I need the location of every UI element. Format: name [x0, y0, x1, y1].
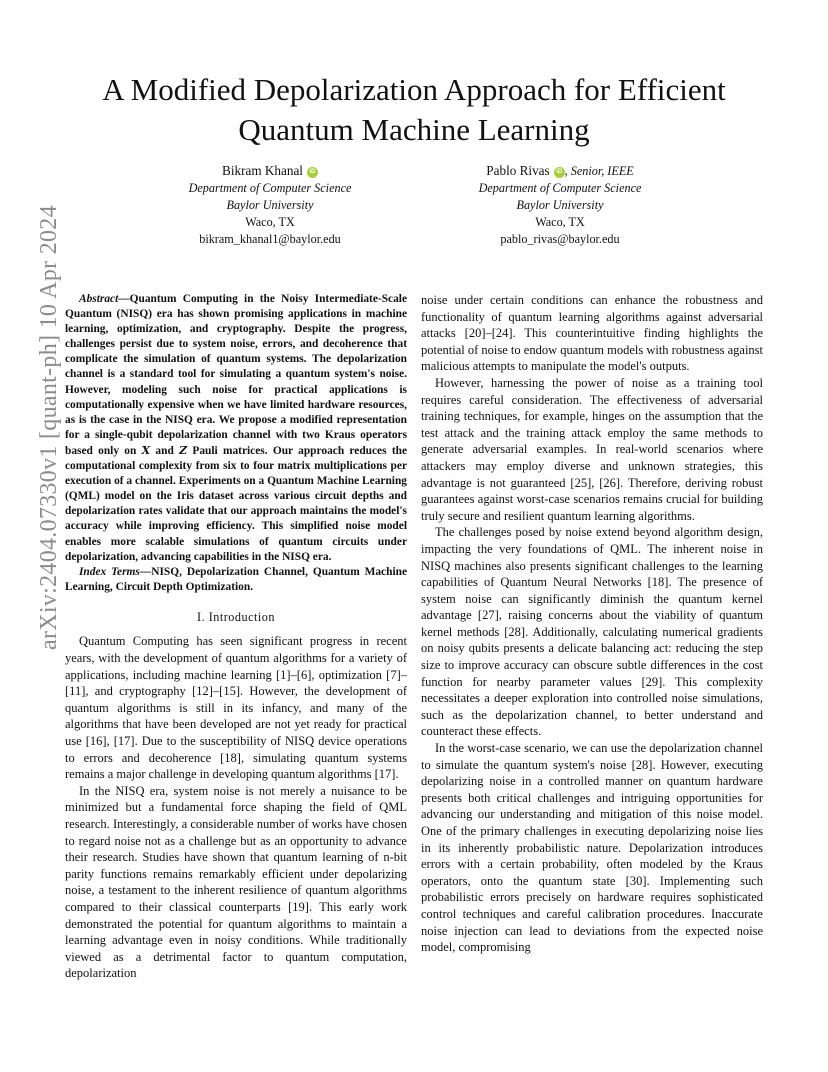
paragraph: In the worst-case scenario, we can use the depolarization channel to simulate the quantum system's noise [28]. However, executing depolarizing noise in a controlled manner on quantum hardware presents both critical challenges and intriguing opportunities for advancing our understanding and mitigation of this noise model. One of the primary challenges in executing depolarizing noise lies in its inherently probabilistic nature. Depolarization introduces errors with a certain probability, often modeled by the Kraus operators, onto the quantum state [30]. Implementing such probabilistic errors precisely on hardware requires sophisticated control techniques and careful calibration procedures. Inaccurate noise injection can lead to deviations from the expected noise model, compromising [421, 741, 763, 955]
author-suffix: , Senior, IEEE [564, 164, 634, 178]
title-line-1: A Modified Depolarization Approach for Efficient [102, 72, 726, 107]
abstract-text-b: Pauli matrices. Our approach reduces the computational complexity from six to four matrix multiplications per execution of a channel. Experiments on a Quantum Machine Learning (QML) model on the Iris dataset across various circuit depths and depolarization rates validate that our approach maintains the model's accuracy while improving efficiency. This simplified noise model enables more scalable simulations of quantum circuits under depolarization, advancing capabilities in the NISQ era. [65, 444, 408, 563]
author-name: Bikram Khanal [222, 163, 303, 178]
paragraph: In the NISQ era, system noise is not merely a nuisance to be minimized but a fundamental force shaping the field of QML research. Interestingly, a considerable number of works have chosen to regard noise not as a challenge but as an opportunity to advance their research. Studies have shown that quantum learning of n-bit parity functions remains remarkably efficient under depolarizing noise, a testament to the inherent resilience of quantum algorithms compared to their classical counterparts [19]. This early work demonstrated the potential for quantum algorithms to maintain a learning advantage even in noisy conditions. While traditionally viewed as a detrimental factor to quantum computation, depolarization [65, 783, 407, 981]
paper-title [0, 70, 828, 150]
orcid-icon[interactable]: iD [307, 167, 318, 178]
author-university: Baylor University [516, 198, 604, 212]
right-column [421, 292, 763, 956]
left-column [65, 292, 407, 982]
author-email[interactable]: bikram_khanal1@baylor.edu [199, 232, 341, 246]
author-block-2 [430, 162, 690, 248]
math-z: Z [179, 443, 188, 457]
author-block-1 [140, 162, 400, 248]
author-department: Department of Computer Science [188, 181, 352, 195]
paragraph: However, harnessing the power of noise as a training tool requires careful consideration. The effectiveness of adversarial training techniques, for example, hinges on the assumption that the test attack and the training attack employ the same methods to generate adversarial examples. In real-world scenarios where attackers may employ diverse and unknown strategies, this advantage is not guaranteed [25], [26]. Therefore, deriving robust guarantees against worst-case scenarios remains crucial for building truly secure and resilient quantum learning algorithms. [421, 375, 763, 523]
abstract-dash: — [118, 293, 130, 305]
index-terms [65, 565, 407, 595]
author-university: Baylor University [226, 198, 314, 212]
abstract-text-a: Quantum Computing in the Noisy Intermediate-Scale Quantum (NISQ) era has shown promising applications in machine learning, optimization, and cryptography. Despite the progress, challenges persist due to system noise, errors, and decoherence that complicate the simulation of quantum systems. The depolarization channel is a standard tool for simulating a quantum system's noise. However, modeling such noise for practical applications is computationally expensive when we have limited hardware resources, as is the case in the NISQ era. We propose a modified representation for a single-qubit depolarization channel with two Kraus operators based only on [65, 293, 407, 457]
author-city: Waco, TX [245, 215, 295, 229]
author-city: Waco, TX [535, 215, 585, 229]
paragraph: Quantum Computing has seen significant progress in recent years, with the development of quantum algorithms for a variety of applications, including machine learning [1]–[6], optimization [7]–[11], and cryptography [12]–[15]. However, the development of quantum algorithms is still in its infancy, and many of the algorithms that have been developed are not yet ready for practical use [16], [17]. Due to the susceptibility of NISQ device operations to errors and decoherence [18], simulating quantum systems remains a major challenge in developing quantum algorithms [17]. [65, 634, 407, 782]
paragraph: The challenges posed by noise extend beyond algorithm design, impacting the very foundations of QML. The inherent noise in NISQ machines also presents significant challenges to the learning capabilities of Quantum Neural Networks [18]. The presence of system noise can significantly diminish the quantum kernel advantage [27], raising concerns about the viability of quantum kernel methods [28]. Additionally, calculating numerical gradients on noisy qubits presents a delicate balancing act: reducing the step size to improve accuracy can obscure subtle differences in the cost function for nearby parameter values [29]. This complexity necessitates a deeper exploration into controlled noise simulations, such as the depolarization channel, to better understand and counteract these effects. [421, 525, 763, 739]
title-line-2: Quantum Machine Learning [238, 112, 590, 147]
arxiv-stamp: arXiv:2404.07330v1 [quant-ph] 10 Apr 2024 [36, 205, 62, 650]
index-terms-text: —NISQ, Depolarization Channel, Quantum Machine Learning, Circuit Depth Optimization. [65, 565, 407, 593]
author-name: Pablo Rivas [486, 163, 550, 178]
math-x: X [141, 443, 151, 457]
section-heading: I. Introduction [197, 609, 275, 624]
index-terms-label: Index Terms [79, 565, 140, 578]
author-department: Department of Computer Science [478, 181, 642, 195]
author-email[interactable]: pablo_rivas@baylor.edu [500, 232, 620, 246]
paragraph-continuation: noise under certain conditions can enhance the robustness and functionality of quantum learning algorithms against adversarial attacks [20]–[24]. This counterintuitive finding highlights the potential of noise to endow quantum models with robustness against malicious attempts to manipulate the model's outputs. [421, 293, 763, 374]
abstract-label: Abstract [79, 293, 119, 305]
orcid-icon[interactable]: iD [554, 167, 565, 178]
abstract [65, 292, 407, 565]
abstract-and: and [150, 444, 180, 457]
